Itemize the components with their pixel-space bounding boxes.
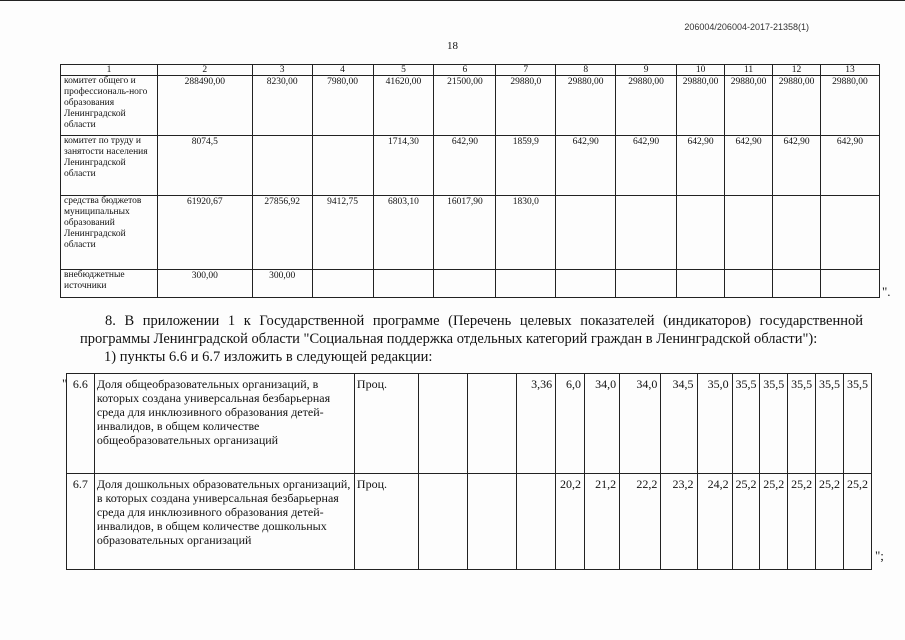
table-cell — [252, 136, 312, 196]
table-cell — [725, 270, 773, 298]
table-cell — [677, 196, 725, 270]
table-cell: 21,2 — [585, 474, 620, 570]
table-cell: 642,90 — [616, 136, 677, 196]
table-row — [61, 76, 880, 136]
indicator-code: 6.7 — [67, 474, 95, 570]
table-cell — [773, 196, 821, 270]
table-cell — [468, 374, 517, 474]
table-cell — [516, 474, 555, 570]
table-cell — [820, 270, 879, 298]
row-label: комитет по труду и занятости населения Ленинградской области — [61, 136, 158, 196]
row-label: внебюджетные источники — [61, 270, 158, 298]
table-cell — [373, 270, 434, 298]
table-cell: 41620,00 — [373, 76, 434, 136]
table-cell: 7980,00 — [312, 76, 373, 136]
table-cell: 34,5 — [661, 374, 697, 474]
table-cell: 642,90 — [773, 136, 821, 196]
table-cell — [418, 374, 468, 474]
table-cell: 29880,00 — [616, 76, 677, 136]
page-number: 18 — [447, 40, 458, 52]
table-cell: 23,2 — [661, 474, 697, 570]
column-number: 13 — [820, 65, 879, 76]
table-cell — [677, 270, 725, 298]
table-cell: 35,0 — [697, 374, 732, 474]
top-rule — [0, 0, 905, 1]
closing-quote-mark: "; — [875, 548, 884, 563]
column-number: 6 — [434, 65, 496, 76]
table-cell: 25,2 — [844, 474, 872, 570]
column-number: 7 — [496, 65, 556, 76]
paragraph-8: 8. В приложении 1 к Государственной программе (Перечень целевых показателей (индикаторов) государственной программы Ленинградской области "Социальная поддержка отдельных категорий граждан в Ленинградской области"): — [80, 313, 863, 347]
table-cell: 29880,00 — [725, 76, 773, 136]
table-cell: 25,2 — [732, 474, 760, 570]
table-cell: 642,90 — [820, 136, 879, 196]
table-cell: 8074,5 — [157, 136, 252, 196]
table-cell: 27856,92 — [252, 196, 312, 270]
table-cell: 6,0 — [556, 374, 585, 474]
table-cell: 29880,00 — [820, 76, 879, 136]
column-number: 1 — [61, 65, 158, 76]
column-number: 5 — [373, 65, 434, 76]
column-number: 2 — [157, 65, 252, 76]
table-cell: 1830,0 — [496, 196, 556, 270]
table-cell: 21500,00 — [434, 76, 496, 136]
table-cell — [616, 196, 677, 270]
table-cell: 29880,00 — [773, 76, 821, 136]
table-cell: 25,2 — [816, 474, 844, 570]
column-number: 11 — [725, 65, 773, 76]
funding-table — [60, 64, 880, 298]
table-cell — [820, 196, 879, 270]
table-row — [67, 374, 872, 474]
table-row — [67, 474, 872, 570]
table-cell — [725, 196, 773, 270]
table-cell: 35,5 — [844, 374, 872, 474]
table-cell: 22,2 — [620, 474, 661, 570]
indicator-unit: Проц. — [354, 474, 418, 570]
table-cell: 642,90 — [725, 136, 773, 196]
indicator-code: 6.6 — [67, 374, 95, 474]
table-cell: 34,0 — [585, 374, 620, 474]
table-cell: 61920,67 — [157, 196, 252, 270]
opening-quote-mark: " — [62, 376, 68, 391]
table-cell — [418, 474, 468, 570]
table-cell — [556, 196, 616, 270]
table-cell: 34,0 — [620, 374, 661, 474]
indicator-name: Доля дошкольных образовательных организаций, в которых создана универсальная безбарьерная среда для инклюзивного образования детей-инвалидов, в общем количестве дошкольных образовательных организаций — [94, 474, 354, 570]
column-number: 9 — [616, 65, 677, 76]
table-cell: 35,5 — [732, 374, 760, 474]
row-label: средства бюджетов муниципальных образований Ленинградской области — [61, 196, 158, 270]
indicators-table — [66, 373, 872, 570]
table-cell — [773, 270, 821, 298]
column-number: 8 — [556, 65, 616, 76]
row-label: комитет общего и профессиональ-ного образования Ленинградской области — [61, 76, 158, 136]
column-number: 12 — [773, 65, 821, 76]
column-number: 10 — [677, 65, 725, 76]
table-cell: 9412,75 — [312, 196, 373, 270]
table-cell: 29880,00 — [677, 76, 725, 136]
paragraph-subitem-1: 1) пункты 6.6 и 6.7 изложить в следующей редакции: — [104, 349, 433, 365]
table-cell — [468, 474, 517, 570]
table-cell: 35,5 — [788, 374, 816, 474]
table-cell — [616, 270, 677, 298]
table-cell: 288490,00 — [157, 76, 252, 136]
indicator-name: Доля общеобразовательных организаций, в которых создана универсальная безбарьерная среда для инклюзивного образования детей-инвалидов, в общем количестве общеобразовательных организаций — [94, 374, 354, 474]
table-cell — [312, 270, 373, 298]
table-cell: 16017,90 — [434, 196, 496, 270]
document-id: 206004/206004-2017-21358(1) — [684, 22, 809, 32]
indicator-unit: Проц. — [354, 374, 418, 474]
table-cell: 1859,9 — [496, 136, 556, 196]
table-cell: 300,00 — [157, 270, 252, 298]
table-cell — [434, 270, 496, 298]
table-cell: 642,90 — [677, 136, 725, 196]
closing-quote-mark: ". — [882, 284, 891, 299]
table-cell: 25,2 — [788, 474, 816, 570]
table-cell: 20,2 — [556, 474, 585, 570]
table-row — [61, 270, 880, 298]
table-cell — [496, 270, 556, 298]
table-cell — [556, 270, 616, 298]
table-cell: 8230,00 — [252, 76, 312, 136]
table-row — [61, 196, 880, 270]
table-cell: 642,90 — [434, 136, 496, 196]
table-cell: 6803,10 — [373, 196, 434, 270]
table-cell: 300,00 — [252, 270, 312, 298]
table-cell: 1714,30 — [373, 136, 434, 196]
column-number-row — [61, 65, 880, 76]
table-row — [61, 136, 880, 196]
table-cell: 3,36 — [516, 374, 555, 474]
table-cell: 642,90 — [556, 136, 616, 196]
table-cell — [312, 136, 373, 196]
table-cell: 29880,0 — [496, 76, 556, 136]
column-number: 3 — [252, 65, 312, 76]
column-number: 4 — [312, 65, 373, 76]
table-cell: 35,5 — [760, 374, 788, 474]
table-cell: 29880,00 — [556, 76, 616, 136]
table-cell: 25,2 — [760, 474, 788, 570]
table-cell: 24,2 — [697, 474, 732, 570]
table-cell: 35,5 — [816, 374, 844, 474]
